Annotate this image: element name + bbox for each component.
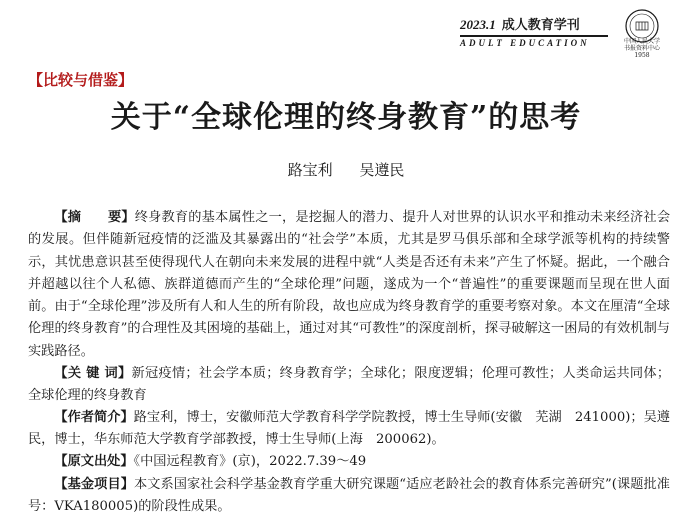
article-authors: 路宝利 吴遵民 <box>287 161 405 179</box>
keywords-paragraph <box>28 363 670 408</box>
source-label: 【原文出处】 <box>54 454 134 469</box>
abstract-paragraph <box>28 207 670 363</box>
abstract-text: 终身教育的基本属性之一，是挖掘人的潜力、提升人对世界的认识水平和推动未来经济社会的发展。但伴随新冠疫情的泛滥及其暴露出的“社会学”本质，尤其是罗马俱乐部和全球学派等机构的持续警示，其忧患意识甚至使得现代人在朝向未来发展的进程中就“人类是否还有未来”产生了怀疑。据此，一个融合并超越以往个人私德、族群道德而产生的“全球伦理”问题，遂成为一个“普遍性”的重要课题而呈现在世人面前。由于“全球伦理”涉及所有人和人生的所有阶段，故也应成为终身教育学的重要考察对象。本文在厘清“全球伦理的终身教育”的合理性及其困境的基础上，通过对其“可教性”的深度剖析，探寻破解这一困局的有效机制与实践路径。 <box>28 210 671 359</box>
issue-number: 2023.1 <box>460 17 496 32</box>
article-title: 关于“全球伦理的终身教育”的思考 <box>110 100 582 135</box>
journal-title-cn: 成人教育学刊 <box>501 18 580 33</box>
source-text: 《中国远程教育》(京)，2022.7.39～49 <box>133 454 367 469</box>
journal-header <box>438 8 678 59</box>
fund-text: 本文系国家社会科学基金教育学重大研究课题“适应老龄社会的教育体系完善研究”(课题批准号：VKA180005)的阶段性成果。 <box>28 477 670 515</box>
keywords-label: 【关 键 词】 <box>54 366 132 381</box>
seal-caption: 中国人民大学 书报资料中心 1958 <box>623 38 660 59</box>
section-label: 【比较与借鉴】 <box>28 71 134 89</box>
source-paragraph <box>28 451 670 473</box>
fund-paragraph <box>28 474 670 519</box>
keywords-text: 新冠疫情；社会学本质；终身教育学；全球化；限度逻辑；伦理可教性；人类命运共同体；全球伦理的终身教育 <box>28 366 671 404</box>
fund-label: 【基金项目】 <box>54 477 134 492</box>
author-info-text: 路宝利，博士，安徽师范大学教育科学学院教授，博士生导师(安徽 芜湖 241000)；吴遵民，博士，华东师范大学教育学部教授，博士生导师(上海 200062)。 <box>28 410 670 448</box>
masthead <box>460 14 608 48</box>
journal-title-en: ADULT EDUCATION <box>460 38 590 48</box>
author-info-label: 【作者简介】 <box>54 410 134 425</box>
masthead-rule <box>460 35 608 37</box>
abstract-label: 【摘 要】 <box>54 210 135 225</box>
author-info-paragraph <box>28 407 670 452</box>
